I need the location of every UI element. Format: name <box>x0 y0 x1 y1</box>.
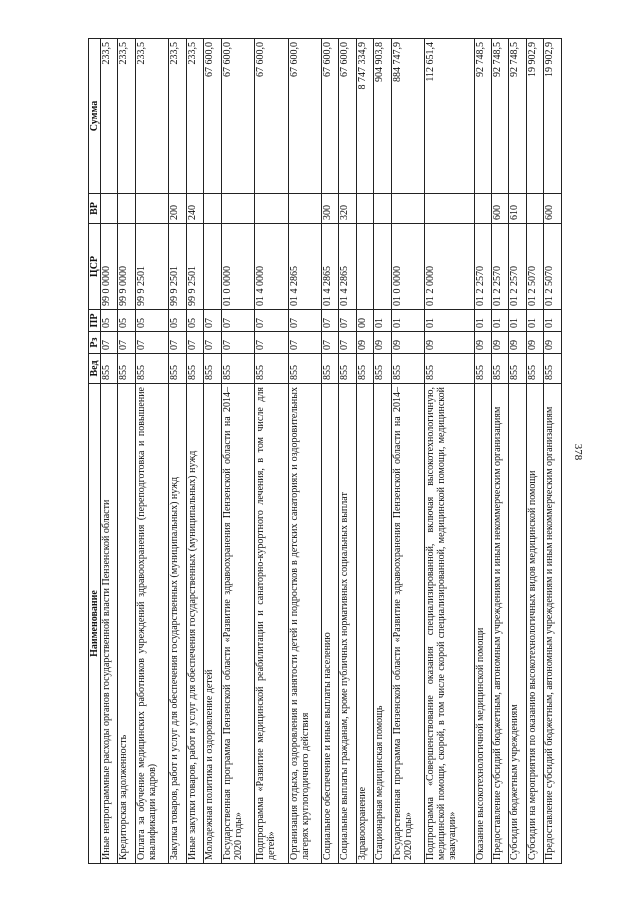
table-row <box>288 39 321 864</box>
cell-name: Подпрограмма «Развитие медицинской реабилитации и санаторно-курортного лечения, в том числе для детей» <box>255 384 288 864</box>
table-row <box>321 39 338 864</box>
cell-pr: 01 <box>374 310 391 332</box>
cell-name: Государственная программа Пензенской области «Развитие здравоохранения Пензенской области на 2014–2020 годы» <box>221 384 254 864</box>
table-row <box>118 39 135 864</box>
cell-sum: 19 902,9 <box>526 39 543 194</box>
cell-rz: 07 <box>135 332 168 354</box>
cell-pr: 01 <box>391 310 424 332</box>
table-row <box>544 39 562 864</box>
cell-csr: 99 9 0000 <box>118 224 135 310</box>
cell-rz: 09 <box>474 332 491 354</box>
cell-csr: 99 9 2501 <box>186 224 203 310</box>
cell-csr <box>204 224 221 310</box>
cell-rz: 09 <box>509 332 526 354</box>
cell-pr: 07 <box>288 310 321 332</box>
cell-rz: 09 <box>425 332 474 354</box>
cell-pr: 01 <box>526 310 543 332</box>
cell-csr: 01 4 2865 <box>339 224 356 310</box>
cell-vr <box>118 194 135 224</box>
cell-pr: 00 <box>356 310 373 332</box>
cell-name: Молодежная политика и оздоровление детей <box>204 384 221 864</box>
cell-name: Оказание высокотехнологичной медицинской помощи <box>474 384 491 864</box>
cell-vr: 240 <box>186 194 203 224</box>
cell-rz: 07 <box>169 332 186 354</box>
cell-sum: 92 748,5 <box>492 39 509 194</box>
table-header-row <box>89 39 101 864</box>
cell-rz: 09 <box>544 332 562 354</box>
cell-ved: 855 <box>221 354 254 384</box>
cell-name: Оплата за обучение медицинских работников учреждений здравоохранения (переподготовка и повышение квалификации кадров) <box>135 384 168 864</box>
cell-csr: 01 2 5070 <box>544 224 562 310</box>
cell-name: Социальные выплаты гражданам, кроме публичных нормативных социальных выплат <box>339 384 356 864</box>
cell-ved: 855 <box>425 354 474 384</box>
cell-csr: 99 9 2501 <box>169 224 186 310</box>
cell-pr: 07 <box>221 310 254 332</box>
table-row <box>356 39 373 864</box>
cell-pr: 01 <box>544 310 562 332</box>
cell-rz: 07 <box>339 332 356 354</box>
cell-csr: 99 9 2501 <box>135 224 168 310</box>
cell-csr: 01 2 0000 <box>425 224 474 310</box>
table-container <box>88 38 562 864</box>
cell-name: Здравоохранение <box>356 384 373 864</box>
cell-name: Государственная программа Пензенской области «Развитие здравоохранения Пензенской области на 2014–2020 годы» <box>391 384 424 864</box>
cell-name: Предоставление субсидий бюджетным, автономным учреждениям и иным некоммерческим организациям <box>492 384 509 864</box>
cell-ved: 855 <box>526 354 543 384</box>
header-name: Наименование <box>89 384 101 864</box>
table-row <box>169 39 186 864</box>
cell-vr <box>356 194 373 224</box>
cell-csr: 01 0 0000 <box>391 224 424 310</box>
table-row <box>255 39 288 864</box>
budget-table <box>88 38 562 864</box>
cell-vr <box>135 194 168 224</box>
cell-ved: 855 <box>356 354 373 384</box>
cell-sum: 67 600,0 <box>221 39 254 194</box>
table-row <box>101 39 118 864</box>
cell-vr: 610 <box>509 194 526 224</box>
cell-vr <box>425 194 474 224</box>
cell-vr <box>526 194 543 224</box>
header-ved: Вед <box>89 354 101 384</box>
header-sum: Сумма <box>89 39 101 194</box>
cell-sum: 233,5 <box>118 39 135 194</box>
cell-vr: 200 <box>169 194 186 224</box>
cell-vr <box>374 194 391 224</box>
cell-vr: 600 <box>492 194 509 224</box>
cell-vr <box>101 194 118 224</box>
cell-csr: 01 2 2570 <box>509 224 526 310</box>
cell-pr: 05 <box>135 310 168 332</box>
table-row <box>425 39 474 864</box>
cell-ved: 855 <box>255 354 288 384</box>
cell-name: Субсидии на мероприятия по оказанию высокотехнологичных видов медицинской помощи <box>526 384 543 864</box>
table-row <box>221 39 254 864</box>
cell-name: Социальное обеспечение и иные выплаты населению <box>321 384 338 864</box>
cell-vr: 300 <box>321 194 338 224</box>
cell-csr: 01 4 2865 <box>288 224 321 310</box>
cell-vr <box>474 194 491 224</box>
cell-rz: 07 <box>221 332 254 354</box>
cell-sum: 67 600,0 <box>288 39 321 194</box>
table-row <box>186 39 203 864</box>
cell-rz: 07 <box>118 332 135 354</box>
cell-pr: 05 <box>186 310 203 332</box>
table-row <box>339 39 356 864</box>
page-number: 378 <box>572 443 584 461</box>
header-csr: ЦСР <box>89 224 101 310</box>
cell-ved: 855 <box>509 354 526 384</box>
cell-csr: 01 0 0000 <box>221 224 254 310</box>
cell-pr: 07 <box>339 310 356 332</box>
cell-sum: 19 902,9 <box>544 39 562 194</box>
cell-vr: 320 <box>339 194 356 224</box>
cell-sum: 92 748,5 <box>474 39 491 194</box>
cell-name: Иные закупки товаров, работ и услуг для обеспечения государственных (муниципальных) нужд <box>186 384 203 864</box>
cell-rz: 07 <box>204 332 221 354</box>
cell-csr: 01 4 2865 <box>321 224 338 310</box>
cell-ved: 855 <box>169 354 186 384</box>
cell-csr <box>356 224 373 310</box>
cell-rz: 07 <box>321 332 338 354</box>
cell-vr <box>221 194 254 224</box>
cell-ved: 855 <box>204 354 221 384</box>
cell-pr: 07 <box>204 310 221 332</box>
cell-ved: 855 <box>391 354 424 384</box>
cell-rz: 07 <box>186 332 203 354</box>
cell-ved: 855 <box>288 354 321 384</box>
cell-sum: 92 748,5 <box>509 39 526 194</box>
cell-ved: 855 <box>186 354 203 384</box>
cell-csr: 01 2 5070 <box>526 224 543 310</box>
cell-vr <box>391 194 424 224</box>
table-row <box>509 39 526 864</box>
cell-sum: 233,5 <box>169 39 186 194</box>
cell-vr <box>288 194 321 224</box>
cell-sum: 233,5 <box>101 39 118 194</box>
cell-csr: 01 2 2570 <box>492 224 509 310</box>
table-row <box>391 39 424 864</box>
cell-sum: 884 747,9 <box>391 39 424 194</box>
cell-name: Стационарная медицинская помощь <box>374 384 391 864</box>
cell-ved: 855 <box>135 354 168 384</box>
cell-name: Подпрограмма «Совершенствование оказания специализированной, включая высокотехнологичную, медицинской помощи, скорой, в том числе скорой специализированной, медицинской помощи, медицинской эвакуации» <box>425 384 474 864</box>
cell-pr: 05 <box>118 310 135 332</box>
cell-rz: 07 <box>255 332 288 354</box>
cell-ved: 855 <box>474 354 491 384</box>
table-row <box>492 39 509 864</box>
cell-name: Организация отдыха, оздоровления и занятости детей и подростков в детских санаториях и оздоровительных лагерях круглогодичного действия <box>288 384 321 864</box>
cell-sum: 67 600,0 <box>255 39 288 194</box>
cell-ved: 855 <box>101 354 118 384</box>
table-row <box>526 39 543 864</box>
cell-pr: 07 <box>255 310 288 332</box>
cell-pr: 05 <box>169 310 186 332</box>
cell-name: Кредиторская задолженность <box>118 384 135 864</box>
cell-vr <box>204 194 221 224</box>
cell-name: Иные непрограммные расходы органов государственной власти Пензенской области <box>101 384 118 864</box>
header-vr: ВР <box>89 194 101 224</box>
table-row <box>474 39 491 864</box>
header-pr: ПР <box>89 310 101 332</box>
cell-sum: 67 600,0 <box>339 39 356 194</box>
cell-pr: 07 <box>321 310 338 332</box>
cell-name: Субсидии бюджетным учреждениям <box>509 384 526 864</box>
cell-sum: 8 747 334,9 <box>356 39 373 194</box>
cell-pr: 01 <box>492 310 509 332</box>
cell-sum: 904 903,8 <box>374 39 391 194</box>
cell-rz: 09 <box>492 332 509 354</box>
cell-sum: 67 600,0 <box>204 39 221 194</box>
cell-csr <box>374 224 391 310</box>
cell-vr <box>255 194 288 224</box>
cell-pr: 01 <box>509 310 526 332</box>
cell-ved: 855 <box>118 354 135 384</box>
cell-name: Закупка товаров, работ и услуг для обеспечения государственных (муниципальных) нужд <box>169 384 186 864</box>
cell-rz: 09 <box>526 332 543 354</box>
table-row <box>374 39 391 864</box>
table-row <box>204 39 221 864</box>
cell-rz: 07 <box>101 332 118 354</box>
cell-sum: 67 600,0 <box>321 39 338 194</box>
cell-ved: 855 <box>544 354 562 384</box>
cell-vr: 600 <box>544 194 562 224</box>
cell-rz: 09 <box>391 332 424 354</box>
cell-ved: 855 <box>492 354 509 384</box>
cell-csr: 01 4 0000 <box>255 224 288 310</box>
cell-name: Предоставление субсидий бюджетным, автономным учреждениям и иным некоммерческим организациям <box>544 384 562 864</box>
table-row <box>135 39 168 864</box>
cell-pr: 01 <box>425 310 474 332</box>
cell-csr: 99 0 0000 <box>101 224 118 310</box>
cell-sum: 112 651,4 <box>425 39 474 194</box>
cell-rz: 09 <box>356 332 373 354</box>
cell-rz: 07 <box>288 332 321 354</box>
cell-ved: 855 <box>374 354 391 384</box>
cell-ved: 855 <box>339 354 356 384</box>
cell-ved: 855 <box>321 354 338 384</box>
cell-pr: 05 <box>101 310 118 332</box>
header-rz: Рз <box>89 332 101 354</box>
cell-pr: 01 <box>474 310 491 332</box>
cell-sum: 233,5 <box>135 39 168 194</box>
cell-rz: 09 <box>374 332 391 354</box>
cell-csr: 01 2 2570 <box>474 224 491 310</box>
cell-sum: 233,5 <box>186 39 203 194</box>
